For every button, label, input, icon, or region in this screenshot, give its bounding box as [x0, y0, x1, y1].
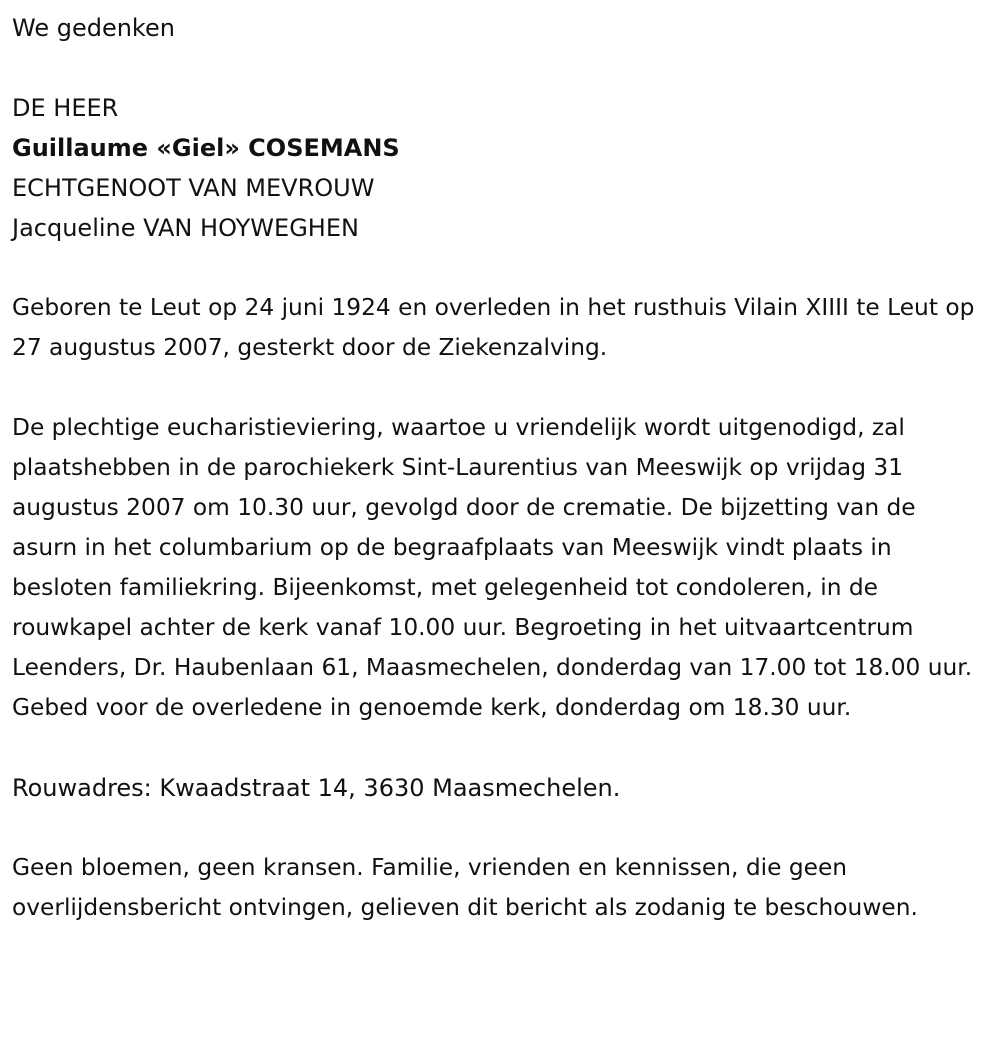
spacer — [12, 248, 988, 288]
deceased-name: Guillaume «Giel» COSEMANS — [12, 134, 400, 162]
spacer — [12, 48, 988, 88]
address-line: Rouwadres: Kwaadstraat 14, 3630 Maasmechelen. — [12, 774, 621, 802]
closing-paragraph: Geen bloemen, geen kransen. Familie, vrienden en kennissen, die geen overlijdensbericht ontvingen, gelieven dit bericht als zodanig te beschouwen. — [12, 854, 918, 921]
title-prefix: DE HEER — [12, 94, 119, 122]
spouse-name: Jacqueline VAN HOYWEGHEN — [12, 214, 359, 242]
birth-death-paragraph: Geboren te Leut op 24 juni 1924 en overleden in het rusthuis Vilain XIIII te Leut op 27 augustus 2007, gesterkt door de Ziekenzalving. — [12, 294, 975, 361]
ceremony-paragraph: De plechtige eucharistieviering, waartoe u vriendelijk wordt uitgenodigd, zal plaatshebben in de parochiekerk Sint-Laurentius van Meeswijk op vrijdag 31 augustus 2007 om 10.30 uur, gevolgd door de crematie. De bijzetting van de asurn in het columbarium op de begraafplaats van Meeswijk vindt plaats in besloten familiekring. Bijeenkomst, met gelegenheid tot condoleren, in de rouwkapel achter de kerk vanaf 10.00 uur. Begroeting in het uitvaartcentrum Leenders, Dr. Haubenlaan 61, Maasmechelen, donderdag van 17.00 tot 18.00 uur. Gebed voor de overledene in genoemde kerk, donderdag om 18.30 uur. — [12, 414, 973, 721]
spacer — [12, 368, 988, 408]
spacer — [12, 808, 988, 848]
spacer — [12, 728, 988, 768]
relation-text: ECHTGENOOT VAN MEVROUW — [12, 174, 375, 202]
intro-text: We gedenken — [12, 14, 175, 42]
